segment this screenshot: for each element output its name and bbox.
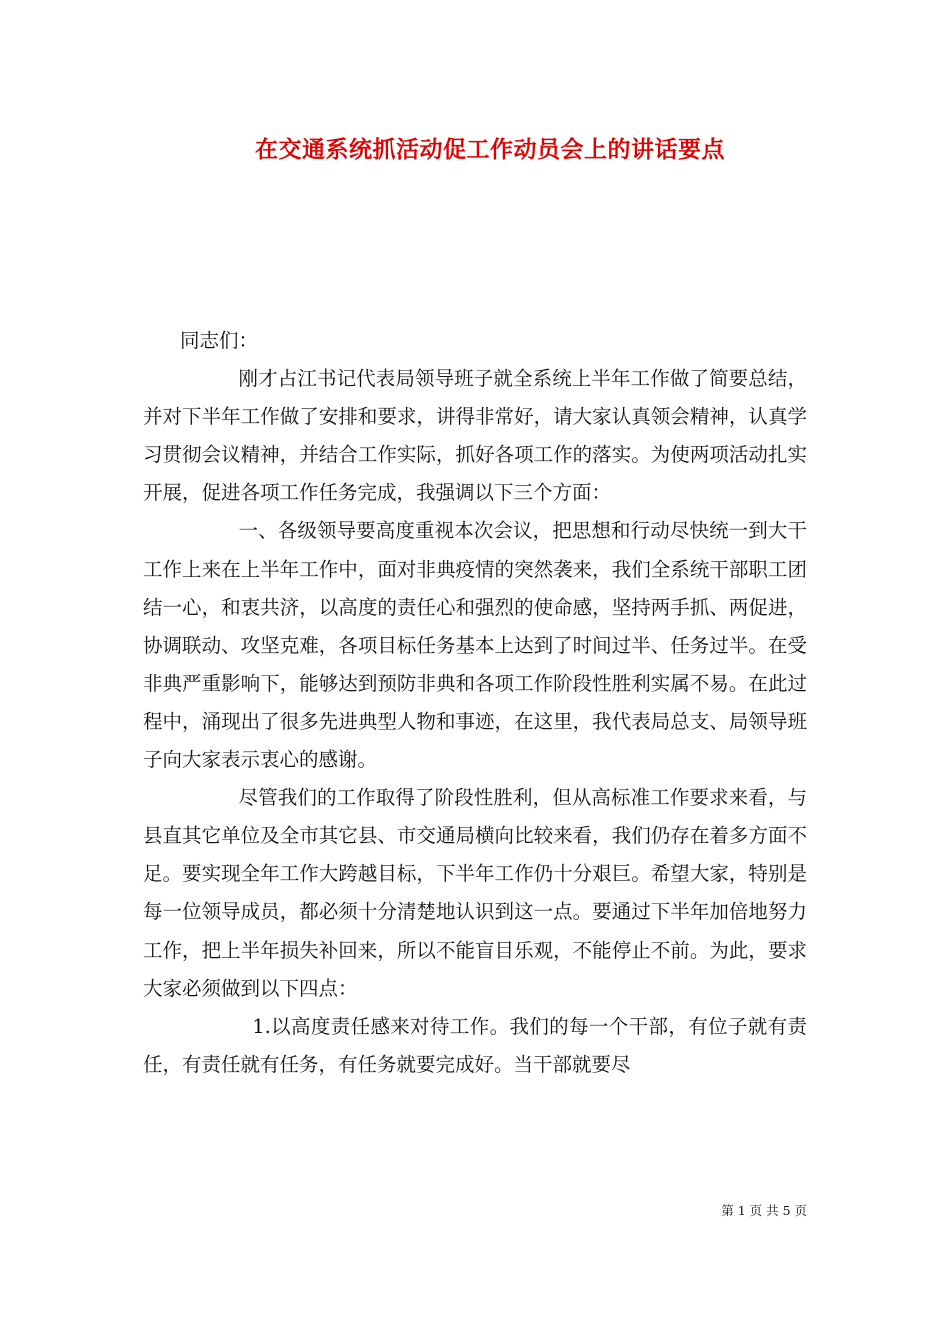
paragraph-point-one: 1.以高度责任感来对待工作。我们的每一个干部，有位子就有责任，有责任就有任务，有任务就要完成好。当干部就要尽 <box>143 1014 807 1076</box>
page-number-footer: 第 1 页 共 5 页 <box>721 1203 807 1218</box>
paragraph-shortcomings: 尽管我们的工作取得了阶段性胜利，但从高标准工作要求来看，与县直其它单位及全市其它县、市交通局横向比较来看，我们仍存在着多方面不足。要实现全年工作大跨越目标，下半年工作仍十分艰巨。希望大家，特别是每一位领导成员，都必须十分清楚地认识到这一点。要通过下半年加倍地努力工作，把上半年损失补回来，所以不能盲目乐观，不能停止不前。为此，要求大家必须做到以下四点： <box>143 786 807 1000</box>
paragraph-section-one: 一、各级领导要高度重视本次会议，把思想和行动尽快统一到大干工作上来在上半年工作中，面对非典疫情的突然袭来，我们全系统干部职工团结一心，和衷共济，以高度的责任心和强烈的使命感，坚持两手抓、两促进，协调联动、攻坚克难，各项目标任务基本上达到了时间过半、任务过半。在受非典严重影响下，能够达到预防非典和各项工作阶段性胜利实属不易。在此过程中，涌现出了很多先进典型人物和事迹，在这里，我代表局总支、局领导班子向大家表示衷心的感谢。 <box>143 519 807 772</box>
paragraph-intro: 刚才占江书记代表局领导班子就全系统上半年工作做了简要总结，并对下半年工作做了安排和要求，讲得非常好，请大家认真领会精神，认真学习贯彻会议精神，并结合工作实际，抓好各项工作的落实。为使两项活动扎实开展，促进各项工作任务完成，我强调以下三个方面： <box>143 367 807 505</box>
salutation: 同志们： <box>180 329 259 352</box>
document-title: 在交通系统抓活动促工作动员会上的讲话要点 <box>255 136 725 163</box>
document-body <box>143 322 807 1084</box>
